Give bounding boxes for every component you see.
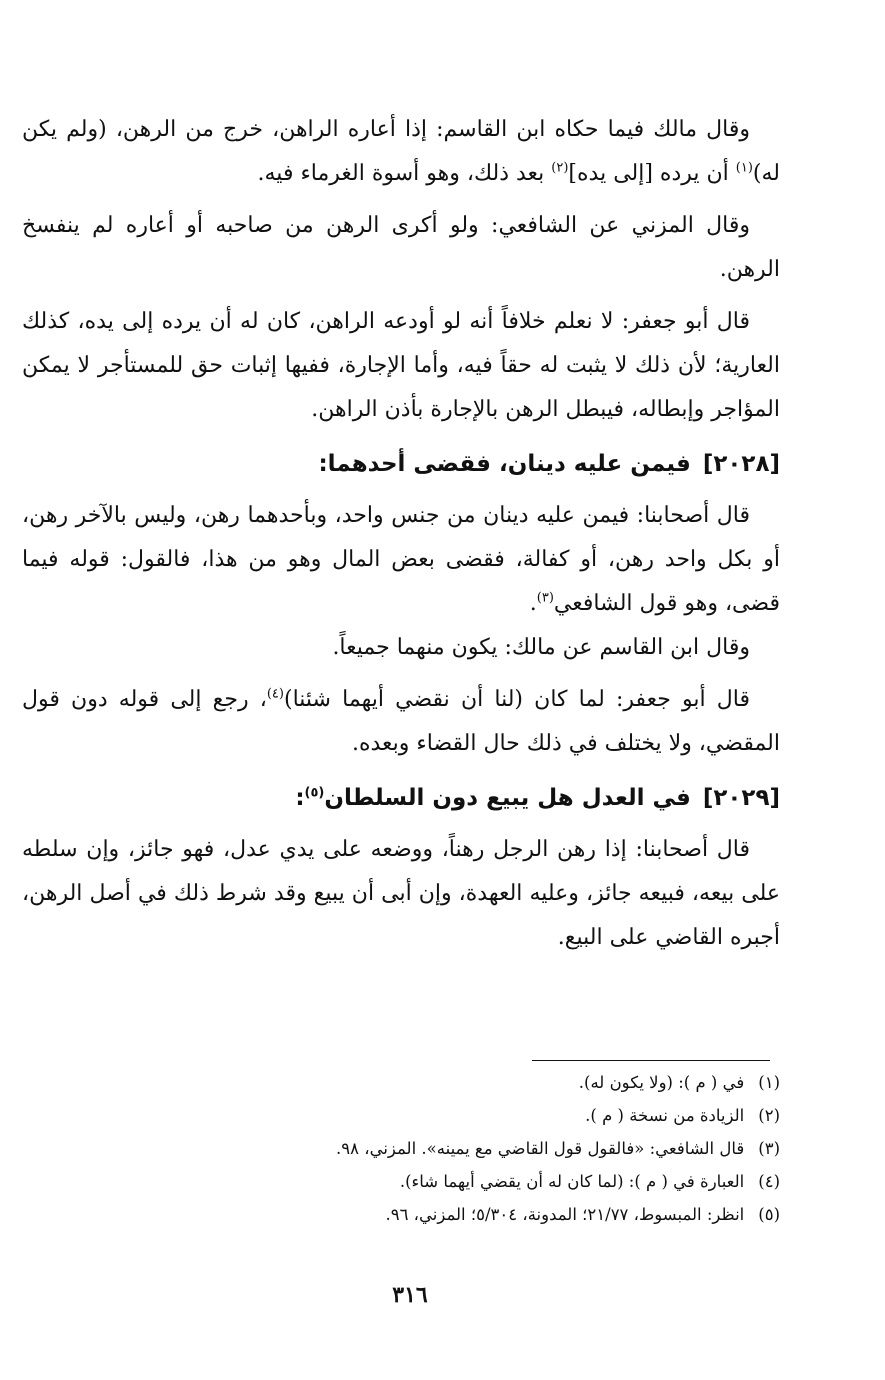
paragraph-ashabuna-1: قال أصحابنا: فيمن عليه دينان من جنس واحد، وبأحدهما رهن، وليس بالآخر رهن، أو بكل واحد رهن، أو كفالة، فقضى بعض المال وهو من هذا، فالقول: قوله فيما قضى، وهو قول الشافعي$^{(٣)}$. وقال ابن القاسم عن مالك: يكون منهما جميعاً. [22, 503, 780, 660]
footnote-ref-4[interactable]: (٤) [266, 686, 284, 702]
footnote-1: (١)في ( م ): (ولا يكون له). [578, 1073, 780, 1092]
paragraph-abu-jafar-1: قال أبو جعفر: لا نعلم خلافاً أنه لو أودعه الراهن، كان له أن يرده إلى يده، كذلك العارية؛ لأن ذلك لا يثبت له حقاً فيه، وأما الإجارة، ففيها إثبات حق للمستأجر لا يمكن المؤاجر وإبطاله، فيبطل الرهن بالإجارة بأذن الراهن. [22, 309, 780, 422]
page-number: ٣١٦ [392, 1282, 428, 1308]
footnote-separator [532, 1060, 770, 1061]
paragraph-malik: وقال مالك فيما حكاه ابن القاسم: إذا أعاره الراهن، خرج من الرهن، (ولم يكن له)$^{(١)}$ أن يرده [إلى يده]$^{(٢)}$ بعد ذلك، وهو أسوة الغرماء فيه. [22, 117, 780, 186]
section-heading-2028 [22, 444, 780, 484]
page-body [22, 108, 780, 968]
section-number: [٢٠٢٨] [702, 451, 780, 477]
section-title: في العدل هل يبيع دون السلطان [324, 785, 691, 811]
paragraph-ashabuna-2: قال أصحابنا: إذا رهن الرجل رهناً، ووضعه على يدي عدل، فهو جائز، وإن سلطه على بيعه، فبيعه جائز، وعليه العهدة، وإن أبى أن يبيع وقد شرط ذلك في أصل الرهن، أجبره القاضي على البيع. [22, 837, 780, 950]
footnote-5: (٥)انظر: المبسوط، ٢١/٧٧؛ المدونة، ٥/٣٠٤؛ المزني، ٩٦. [385, 1205, 780, 1224]
footnote-4: (٤)العبارة في ( م ): (لما كان له أن يقضي أيهما شاء). [399, 1172, 780, 1191]
footnote-ref-1[interactable]: (١) [735, 160, 753, 176]
footnote-ref-2[interactable]: (٢) [551, 160, 569, 176]
footnote-3: (٣)قال الشافعي: «فالقول قول القاضي مع يمينه». المزني، ٩٨. [336, 1139, 780, 1158]
paragraph-abu-jafar-2: قال أبو جعفر: لما كان (لنا أن نقضي أيهما شئنا)$^{(٤)}$، رجع إلى قوله دون قول المقضي، ولا يختلف في ذلك حال القضاء وبعده. [22, 686, 780, 756]
footnote-2: (٢)الزيادة من نسخة ( م ). [585, 1106, 780, 1125]
footnotes [22, 1066, 780, 1231]
section-number: [٢٠٢٩] [702, 785, 780, 811]
paragraph-muzani: وقال المزني عن الشافعي: ولو أكرى الرهن من صاحبه أو أعاره لم ينفسخ الرهن. [22, 213, 780, 282]
footnote-ref-5[interactable]: (٥) [304, 785, 325, 801]
section-title: فيمن عليه دينان، فقضى أحدهما: [318, 451, 691, 477]
footnote-ref-3[interactable]: (٣) [536, 590, 554, 606]
paragraph-ibn-qasim: وقال ابن القاسم عن مالك: يكون منهما جميعاً. [332, 635, 750, 660]
section-heading-2029: [٢٠٢٩]في العدل هل يبيع دون السلطان$^{(٥)}$: [295, 785, 780, 811]
